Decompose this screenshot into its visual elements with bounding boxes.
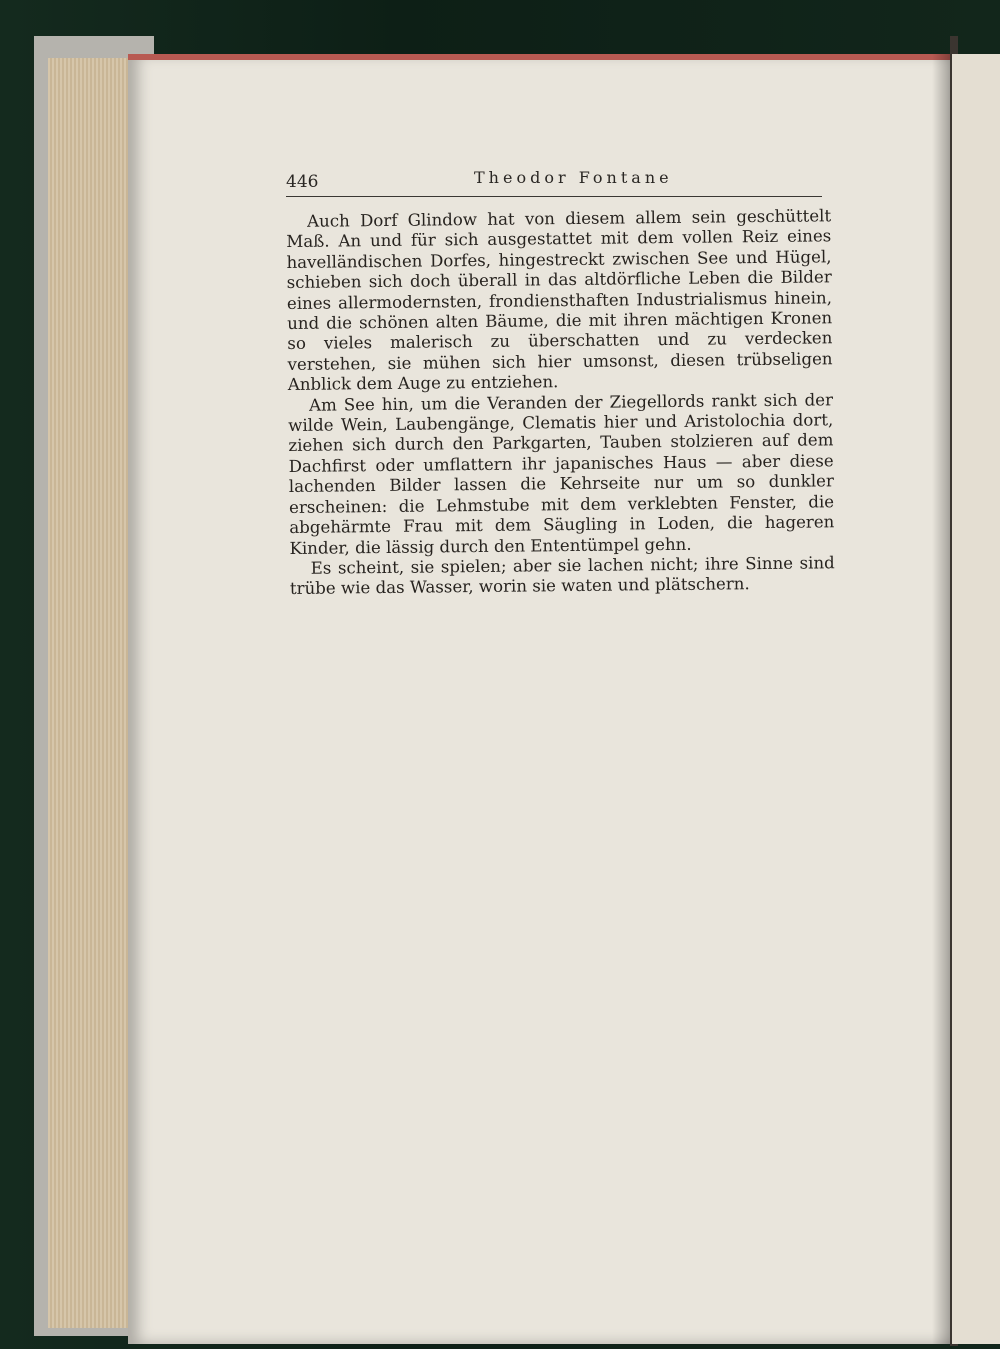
paragraph-1: Auch Dorf Glindow hat von diesem allem sein geschüttelt Maß. An und für sich ausgestattet mit dem vollen Reiz eines havelländischen Dorfes, hingestreckt zwischen See und Hügel, schieben sich doch überall in das altdörfliche Leben die Bilder eines allermodernsten, frondiensthaften Industrialismus hinein, und die schönen alten Bäume, die mit ihren mächtigen Kronen so vieles malerisch zu überschatten und zu verdecken verstehen, sie mühen sich hier umsonst, diesen trübseligen Anblick dem Auge zu entziehen. (286, 206, 833, 395)
page-header (286, 168, 822, 197)
paragraph-3: Es scheint, sie spielen; aber sie lachen nicht; ihre Sinne sind trübe wie das Wasser, worin sie waten und plätschern. (289, 553, 835, 599)
page-top-edge (128, 54, 950, 60)
page-block-edges (48, 58, 138, 1328)
facing-page (952, 54, 1000, 1344)
page-number: 446 (286, 172, 319, 192)
body-text (286, 206, 835, 599)
paragraph-2: Am See hin, um die Veranden der Ziegellords rankt sich der wilde Wein, Laubengänge, Clematis hier und Aristolochia dort, ziehen sich durch den Parkgarten, Tauben stolzieren auf dem Dachfirst oder umflattern ihr japanisches Haus — aber diese lachenden Bilder lassen die Kehrseite nur um so dunkler erscheinen: die Lehmstube mit dem verklebten Fenster, die abgehärmte Frau mit dem Säugling in Loden, die hageren Kinder, die lässig durch den Ententümpel gehn. (288, 389, 835, 558)
running-head: Theodor Fontane (474, 168, 673, 187)
